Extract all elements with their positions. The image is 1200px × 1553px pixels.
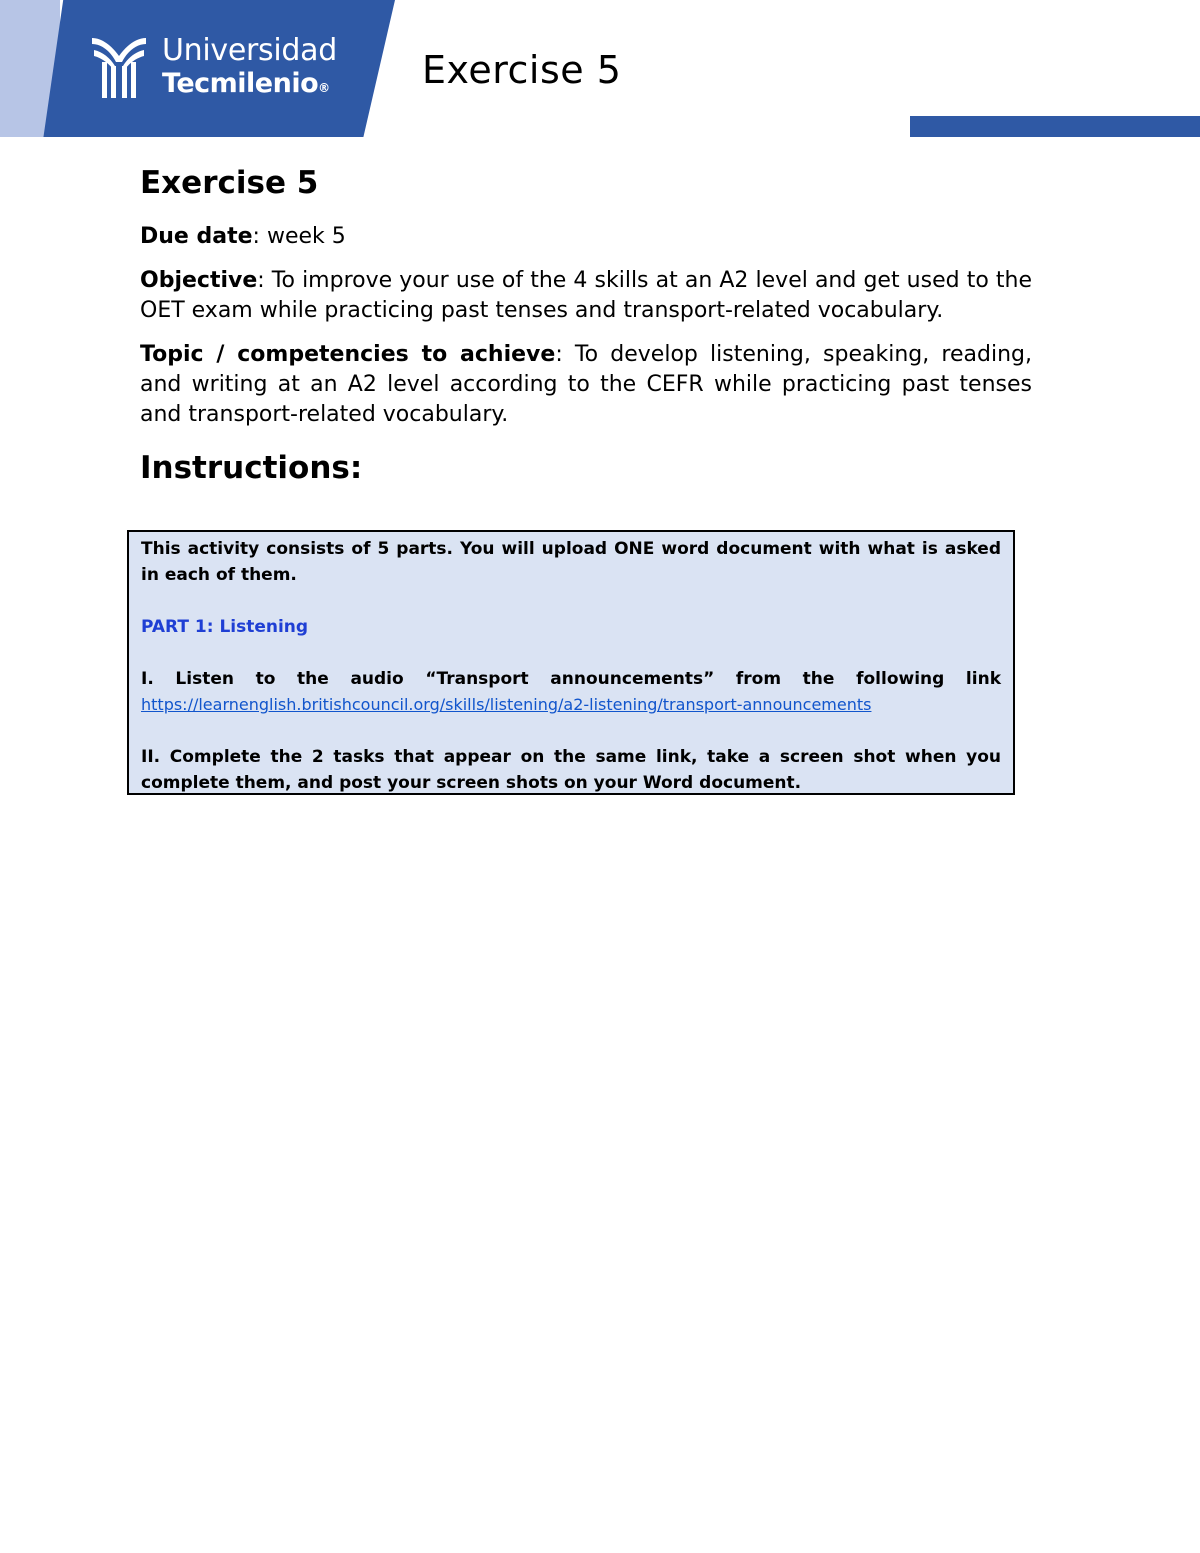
part1-heading: PART 1: Listening — [141, 617, 309, 637]
step1-text: I. Listen to the audio “Transport announcements” from the following link — [141, 669, 1001, 689]
due-date-value: : week 5 — [252, 224, 346, 250]
logo-text-tecmilenio-word: Tecmilenio — [162, 67, 319, 99]
objective — [140, 266, 1032, 326]
logo-text-tecmilenio — [162, 67, 337, 99]
document-body — [140, 165, 1032, 501]
due-date — [140, 222, 1032, 252]
university-logo — [88, 32, 337, 100]
header-accent-bar — [910, 116, 1200, 137]
header-title: Exercise 5 — [422, 48, 622, 92]
registered-mark: ® — [318, 80, 330, 95]
topic-value: : To develop listening, speaking, reading, and writing at an A2 level according to the CEFR while practicing past tenses and transport-related vocabulary. — [140, 342, 1032, 428]
objective-value: : To improve your use of the 4 skills at an A2 level and get used to the OET exam while practicing past tenses and transport-related vocabulary. — [140, 268, 1032, 324]
step2-text: II. Complete the 2 tasks that appear on the same link, take a screen shot when you complete them, and post your screen shots on your Word document. — [141, 747, 1001, 793]
instructions-box — [127, 530, 1015, 795]
topic-label: Topic / competencies to achieve — [140, 342, 556, 368]
instructions-heading: Instructions: — [140, 450, 363, 487]
due-date-label: Due date — [140, 224, 253, 250]
logo-text-universidad: Universidad — [162, 32, 337, 68]
topic-competencies — [140, 340, 1032, 430]
tecmilenio-logo-icon — [88, 32, 150, 100]
objective-label: Objective — [140, 268, 258, 294]
document-title: Exercise 5 — [140, 165, 319, 201]
instructions-intro: This activity consists of 5 parts. You will upload ONE word document with what is asked in each of them. — [141, 539, 1001, 585]
transport-announcements-link[interactable]: https://learnenglish.britishcouncil.org/skills/listening/a2-listening/transport-announcements — [141, 695, 872, 714]
